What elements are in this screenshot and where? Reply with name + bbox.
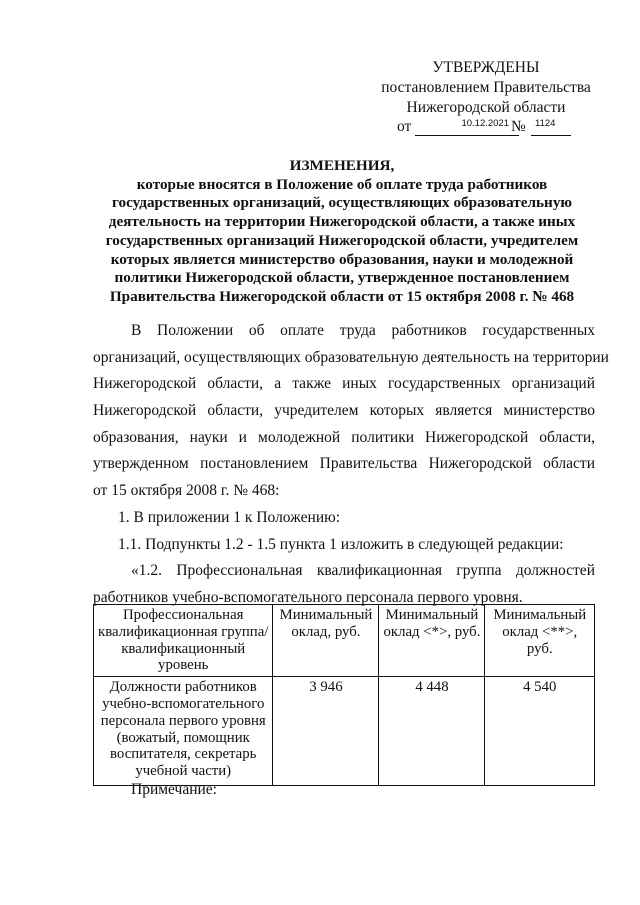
salary-table xyxy=(93,604,595,786)
quote-line: «1.2. Профессиональная квалификационная группа должностей xyxy=(131,562,595,580)
heading-line: деятельность на территории Нижегородской области, а также иных xyxy=(108,213,576,231)
intro-last-line: от 15 октября 2008 г. № 468: xyxy=(93,482,280,500)
intro-line: утвержденном постановлением Правительства Нижегородской области xyxy=(93,455,595,473)
heading-line: Правительства Нижегородской области от 15 октября 2008 г. № 468 xyxy=(109,287,575,305)
header-group: Профессиональная квалификационная группа/квалификационный уровень xyxy=(94,605,273,677)
date-prefix: от xyxy=(397,118,412,135)
approval-title: УТВЕРЖДЕНЫ xyxy=(432,59,540,76)
approval-number: 1124 xyxy=(535,118,556,129)
heading-line: которых является министерство образования, науки и молодежной xyxy=(110,250,574,268)
table-row xyxy=(94,677,595,786)
intro-line: Нижегородской области, а также иных государственных организаций xyxy=(93,375,595,393)
intro-line: В Положении об оплате труда работников государственных xyxy=(131,322,595,339)
quote-line: работников учебно-вспомогательного персонала первого уровня. xyxy=(93,588,523,606)
date-field xyxy=(415,117,519,136)
header-min-salary: Минимальный оклад, руб. xyxy=(273,605,379,677)
approval-line: постановлением Правительства xyxy=(381,79,591,96)
number-sign: № xyxy=(511,118,526,135)
item-1-1: 1.1. Подпункты 1.2 - 1.5 пункта 1 изложить в следующей редакции: xyxy=(118,535,564,553)
note-label: Примечание: xyxy=(131,781,217,798)
approval-stamp xyxy=(370,58,602,118)
document-body xyxy=(93,318,609,612)
number-field xyxy=(531,117,571,136)
cell-position: Должности работников учебно-вспомогательного персонала первого уровня (вожатый, помощник воспитателя, секретарь учебной части) xyxy=(94,677,273,786)
heading-title: ИЗМЕНЕНИЯ, xyxy=(289,157,395,174)
heading-line: политики Нижегородской области, утвержденное постановлением xyxy=(114,269,570,287)
intro-line: организаций, осуществляющих образовательную деятельность на территории xyxy=(93,348,609,366)
header-min-salary-star: Минимальный оклад <*>, руб. xyxy=(379,605,485,677)
table-header-row xyxy=(94,605,595,677)
cell-min-salary: 3 946 xyxy=(273,677,379,786)
cell-min-salary-star: 4 448 xyxy=(379,677,485,786)
heading-line: которые вносятся в Положение об оплате труда работников xyxy=(136,175,548,193)
approval-date: 10.12.2021 xyxy=(461,118,509,129)
heading-line: государственных организаций Нижегородской области, учредителем xyxy=(105,231,579,249)
heading-line: государственных организаций, осуществляющих образовательную xyxy=(111,194,573,212)
document-heading xyxy=(92,157,592,307)
item-1: 1. В приложении 1 к Положению: xyxy=(118,508,341,526)
header-min-salary-double-star: Минимальный оклад <**>, руб. xyxy=(485,605,595,677)
approval-line: Нижегородской области xyxy=(406,99,566,116)
intro-line: образования, науки и молодежной политики Нижегородской области, xyxy=(93,428,595,446)
cell-min-salary-double-star: 4 540 xyxy=(485,677,595,786)
intro-line: Нижегородской области, учредителем которых является министерство xyxy=(93,402,595,420)
